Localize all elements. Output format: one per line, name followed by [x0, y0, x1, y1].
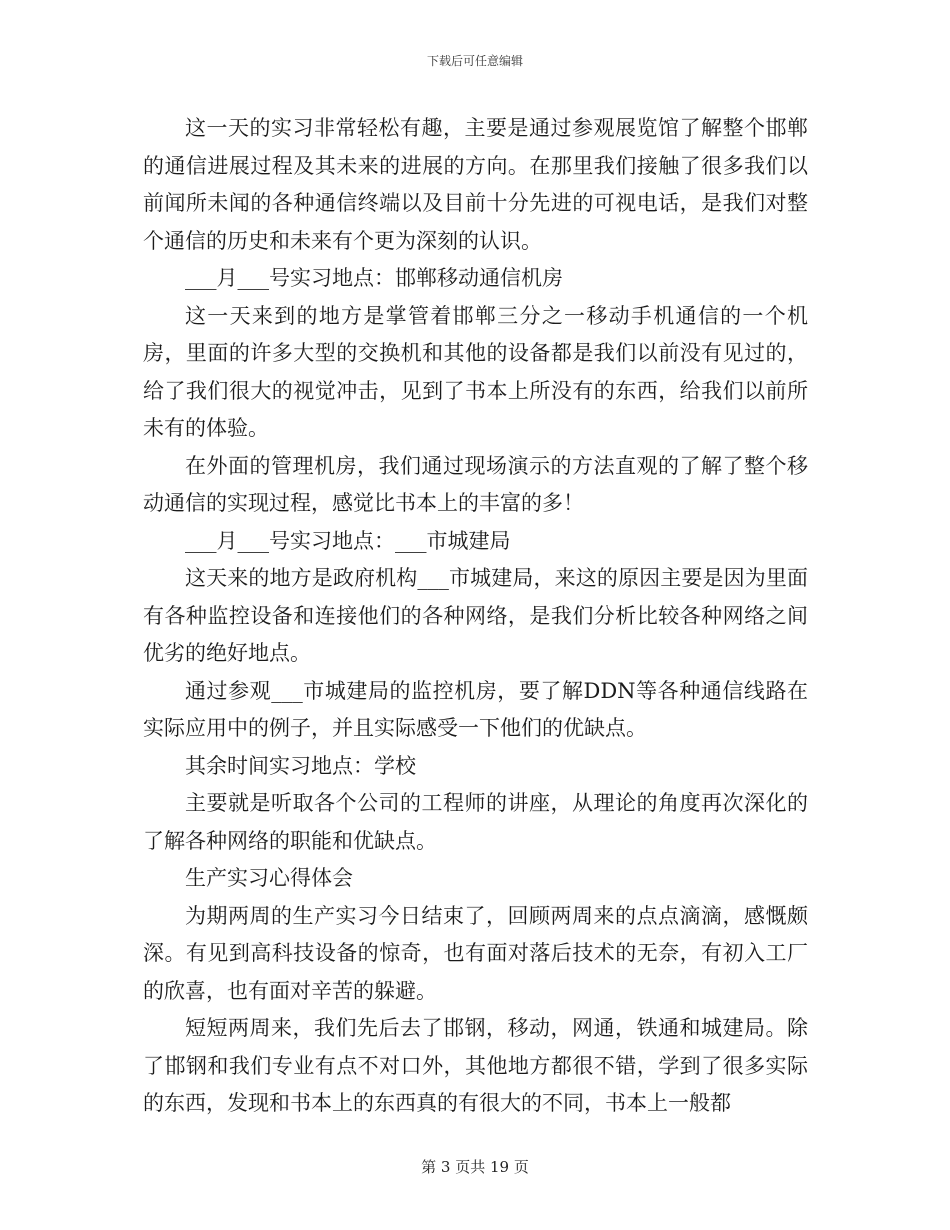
paragraph: 通过参观___市城建局的监控机房，要了解DDN等各种通信线路在实际应用中的例子，并且实际感受一下他们的优缺点。	[143, 678, 808, 740]
section-heading: ___月___号实习地点：邯郸移动通信机房	[185, 266, 563, 290]
page-footer: 第 3 页共 19 页	[421, 1158, 529, 1176]
section-heading: 其余时间实习地点：学校	[185, 753, 416, 778]
paragraph: 这一天的实习非常轻松有趣，主要是通过参观展览馆了解整个邯郸的通信进展过程及其未来的进展的方向。在那里我们接触了很多我们以前闻所未闻的各种通信终端以及目前十分先进的可视电话，是我们对整个通信的历史和未来有个更为深刻的认识。	[143, 116, 808, 253]
page-header: 下载后可任意编辑	[426, 54, 523, 68]
paragraph: 这一天来到的地方是掌管着邯郸三分之一移动手机通信的一个机房，里面的许多大型的交换机和其他的设备都是我们以前没有见过的，给了我们很大的视觉冲击，见到了书本上所没有的东西，给我们以前所未有的体验。	[143, 303, 808, 440]
section-heading: ___月___号实习地点：___市城建局	[185, 528, 511, 553]
section-heading: 生产实习心得体会	[185, 866, 353, 890]
paragraph: 这天来的地方是政府机构___市城建局，来这的原因主要是因为里面有各种监控设备和连接他们的各种网络，是我们分析比较各种网络之间优劣的绝好地点。	[143, 566, 808, 665]
document-body	[143, 110, 808, 1123]
paragraph: 短短两周来，我们先后去了邯钢，移动，网通，铁通和城建局。除了邯钢和我们专业有点不对口外，其他地方都很不错，学到了很多实际的东西，发现和书本上的东西真的有很大的不同，书本上一般都	[143, 1016, 808, 1115]
paragraph: 在外面的管理机房，我们通过现场演示的方法直观的了解了整个移动通信的实现过程，感觉比书本上的丰富的多！	[143, 453, 808, 515]
paragraph: 为期两周的生产实习今日结束了，回顾两周来的点点滴滴，感慨颇深。有见到高科技设备的惊奇，也有面对落后技术的无奈，有初入工厂的欣喜，也有面对辛苦的躲避。	[143, 903, 808, 1003]
paragraph: 主要就是听取各个公司的工程师的讲座，从理论的角度再次深化的了解各种网络的职能和优缺点。	[143, 791, 808, 853]
